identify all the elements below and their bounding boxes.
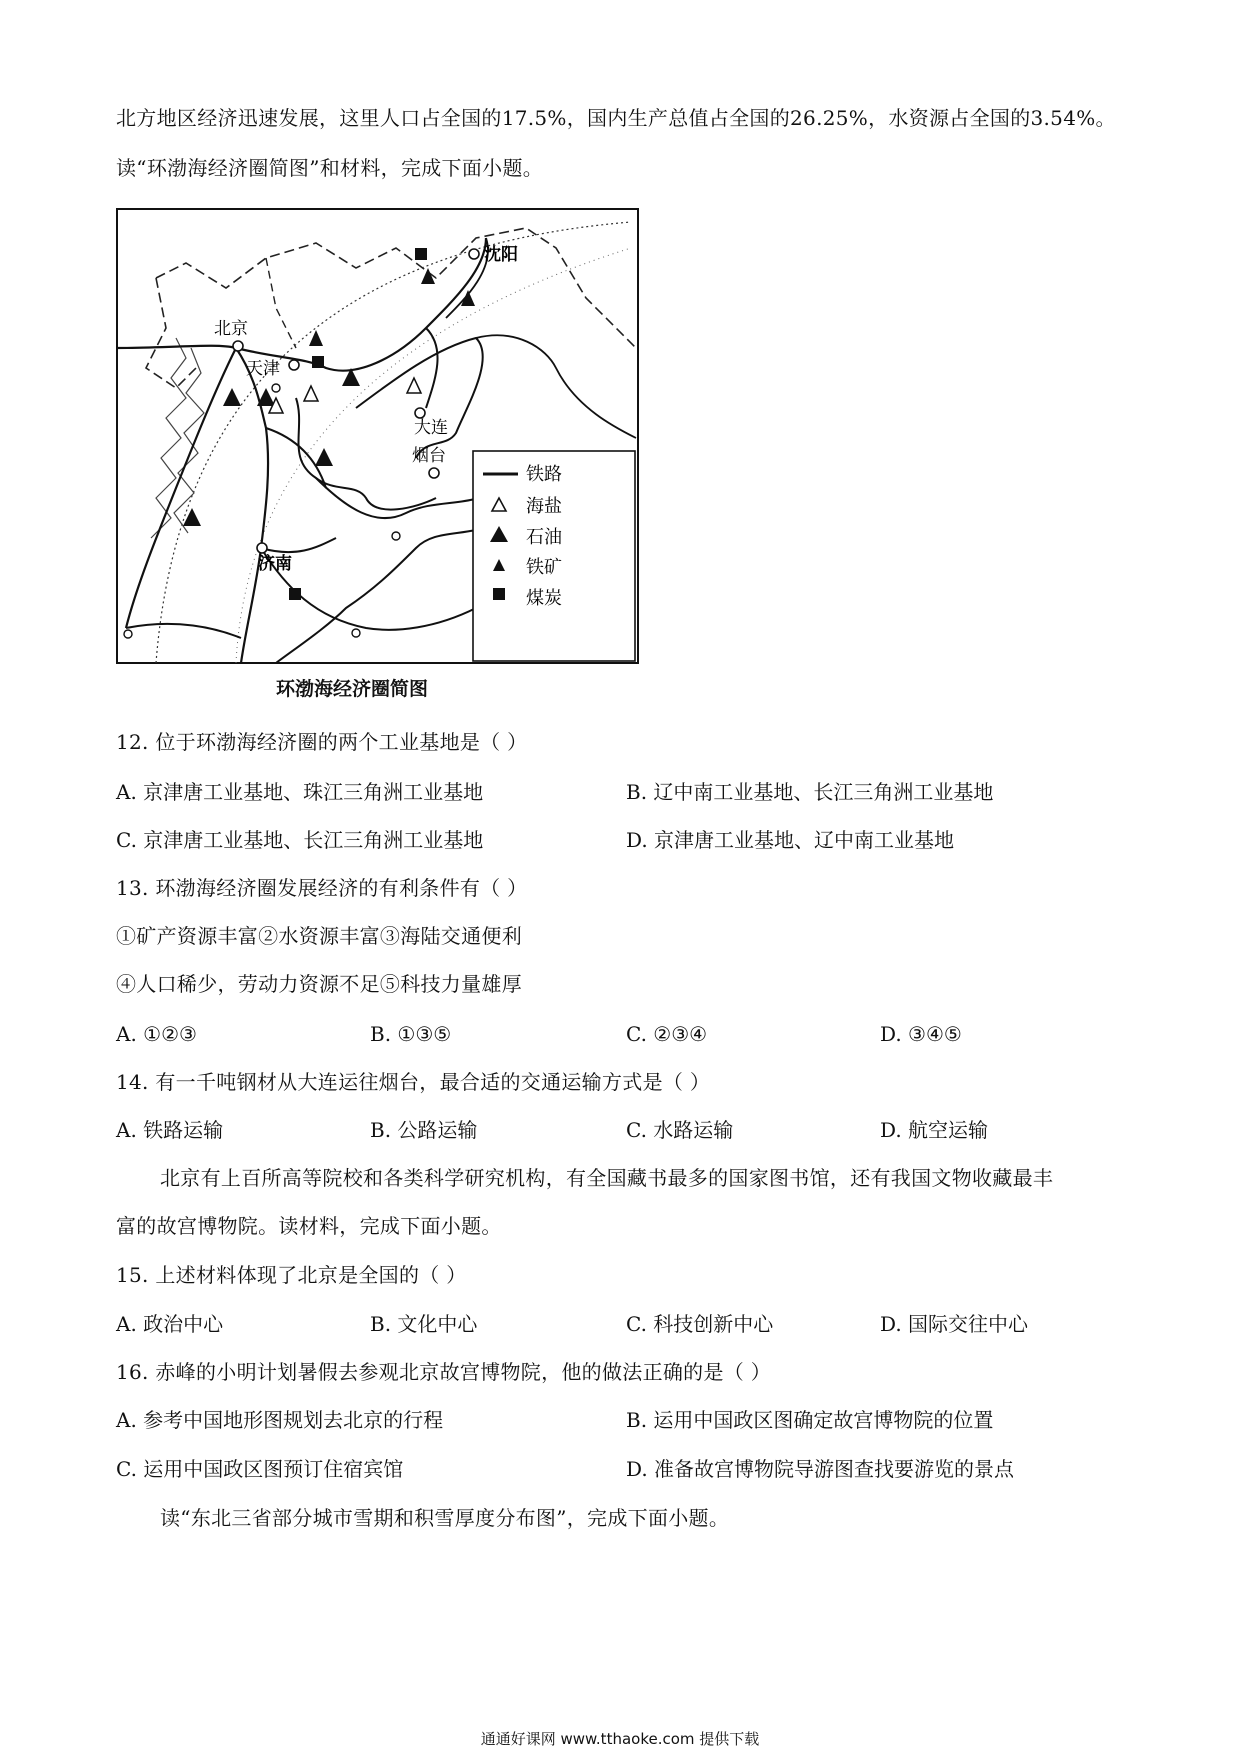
q15-option-d: D. 国际交往中心 bbox=[880, 1312, 1029, 1336]
coal-legend-icon bbox=[493, 588, 505, 600]
q15-option-c: C. 科技创新中心 bbox=[626, 1312, 774, 1336]
material-text-line-2: 富的故宫博物院。读材料，完成下面小题。 bbox=[116, 1214, 502, 1238]
q12-option-b: B. 辽中南工业基地、长江三角洲工业基地 bbox=[626, 780, 994, 804]
legend-oil: 石油 bbox=[526, 527, 562, 548]
next-section-intro: 读“东北三省部分城市雪期和积雪厚度分布图”，完成下面小题。 bbox=[160, 1506, 730, 1530]
q16-option-b: B. 运用中国政区图确定故宫博物院的位置 bbox=[626, 1408, 994, 1432]
city-label-tianjin: 天津 bbox=[246, 359, 280, 379]
q14-option-b: B. 公路运输 bbox=[370, 1118, 478, 1142]
intro-text: 北方地区经济迅速发展，这里人口占全国的17.5%，国内生产总值占全国的26.25%，水资源占全国的3.54%。 bbox=[116, 106, 1116, 130]
q14-option-d: D. 航空运输 bbox=[880, 1118, 989, 1142]
legend-railway: 铁路 bbox=[526, 464, 562, 485]
intro-instruction: 读“环渤海经济圈简图”和材料，完成下面小题。 bbox=[116, 156, 544, 180]
map-caption: 环渤海经济圈简图 bbox=[276, 678, 429, 700]
q15-option-a: A. 政治中心 bbox=[116, 1312, 224, 1336]
question-16-stem: 16. 赤峰的小明计划暑假去参观北京故宫博物院，他的做法正确的是（ ） bbox=[116, 1360, 772, 1384]
q13-option-a: A. ①②③ bbox=[116, 1022, 197, 1046]
city-label-shenyang: 沈阳 bbox=[484, 245, 518, 265]
city-label-beijing: 北京 bbox=[214, 319, 248, 339]
q12-option-d: D. 京津唐工业基地、辽中南工业基地 bbox=[626, 828, 955, 852]
material-text-line-1: 北京有上百所高等院校和各类科学研究机构，有全国藏书最多的国家图书馆，还有我国文物收藏最丰 bbox=[160, 1166, 1054, 1190]
legend-sea-salt: 海盐 bbox=[526, 496, 562, 517]
q14-option-c: C. 水路运输 bbox=[626, 1118, 734, 1142]
question-12-stem: 12. 位于环渤海经济圈的两个工业基地是（ ） bbox=[116, 730, 528, 754]
map-legend bbox=[473, 451, 635, 661]
q16-option-d: D. 准备故宫博物院导游图查找要游览的景点 bbox=[626, 1457, 1015, 1481]
legend-iron-ore: 铁矿 bbox=[526, 557, 562, 578]
q12-option-a: A. 京津唐工业基地、珠江三角洲工业基地 bbox=[116, 780, 484, 804]
q12-option-c: C. 京津唐工业基地、长江三角洲工业基地 bbox=[116, 828, 484, 852]
page-footer: 通通好课网 www.tthaoke.com 提供下载 bbox=[480, 1730, 760, 1748]
q13-option-c: C. ②③④ bbox=[626, 1022, 708, 1046]
question-14-stem: 14. 有一千吨钢材从大连运往烟台，最合适的交通运输方式是（ ） bbox=[116, 1070, 711, 1094]
q13-option-b: B. ①③⑤ bbox=[370, 1022, 452, 1046]
city-label-yantai: 烟台 bbox=[412, 446, 446, 466]
q16-option-a: A. 参考中国地形图规划去北京的行程 bbox=[116, 1408, 444, 1432]
city-label-dalian: 大连 bbox=[414, 418, 448, 438]
q13-option-d: D. ③④⑤ bbox=[880, 1022, 962, 1046]
bohai-economic-circle-map bbox=[116, 208, 639, 664]
q13-item-line-1: ①矿产资源丰富②水资源丰富③海陆交通便利 bbox=[116, 924, 522, 948]
q15-option-b: B. 文化中心 bbox=[370, 1312, 478, 1336]
question-13-stem: 13. 环渤海经济圈发展经济的有利条件有（ ） bbox=[116, 876, 528, 900]
q16-option-c: C. 运用中国政区图预订住宿宾馆 bbox=[116, 1457, 404, 1481]
q13-item-line-2: ④人口稀少，劳动力资源不足⑤科技力量雄厚 bbox=[116, 972, 522, 996]
question-15-stem: 15. 上述材料体现了北京是全国的（ ） bbox=[116, 1263, 467, 1287]
city-label-jinan: 济南 bbox=[258, 554, 292, 574]
q14-option-a: A. 铁路运输 bbox=[116, 1118, 224, 1142]
legend-coal: 煤炭 bbox=[526, 588, 562, 609]
